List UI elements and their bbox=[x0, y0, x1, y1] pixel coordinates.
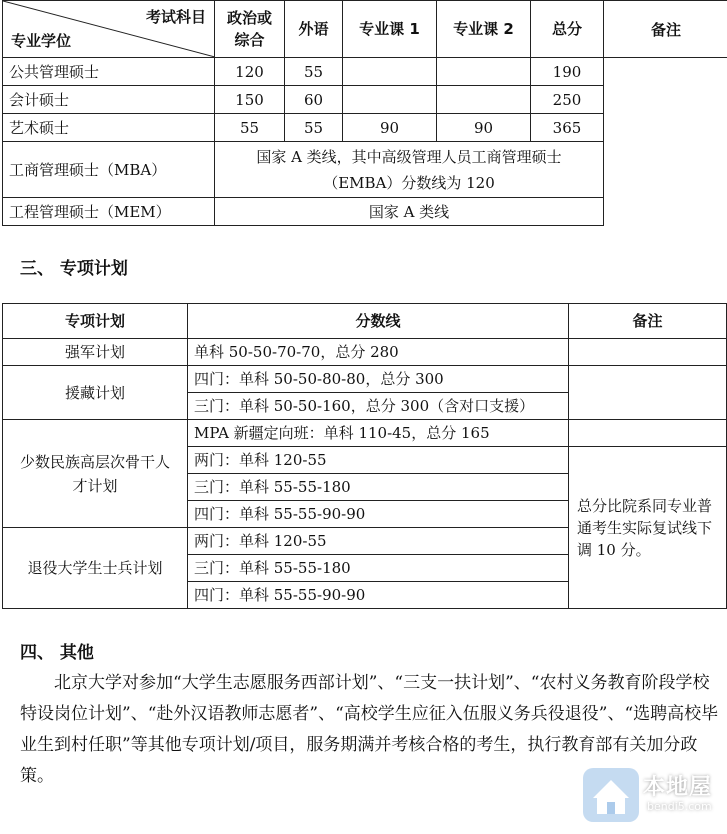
mem-note: 国家 A 类线 bbox=[215, 198, 604, 226]
score-total: 190 bbox=[531, 58, 604, 86]
score-major2: 90 bbox=[437, 114, 531, 142]
score-line: 四门：单科 55-55-90-90 bbox=[188, 501, 569, 528]
plan-name: 援藏计划 bbox=[3, 366, 188, 420]
header-remarks: 备注 bbox=[604, 1, 727, 58]
score-line: 两门：单科 120-55 bbox=[188, 447, 569, 474]
score-line: 三门：单科 55-55-180 bbox=[188, 474, 569, 501]
score-politics: 55 bbox=[215, 114, 285, 142]
header-diagonal-cell bbox=[3, 1, 215, 58]
degree-name: 工商管理硕士（MBA） bbox=[3, 142, 215, 198]
mba-note: 国家 A 类线，其中高级管理人员工商管理硕士（EMBA）分数线为 120 bbox=[215, 142, 604, 198]
table-row bbox=[3, 142, 604, 198]
score-major1: 90 bbox=[343, 114, 437, 142]
score-total: 250 bbox=[531, 86, 604, 114]
section-title-other: 四、 其他 bbox=[20, 643, 94, 663]
table-row bbox=[3, 198, 604, 226]
score-line: 两门：单科 120-55 bbox=[188, 528, 569, 555]
remarks-cell bbox=[569, 339, 727, 366]
score-line: 三门：单科 55-55-180 bbox=[188, 555, 569, 582]
score-major1 bbox=[343, 58, 437, 86]
table-row bbox=[3, 366, 727, 393]
section-title-special-plans: 三、 专项计划 bbox=[20, 259, 128, 279]
table-row bbox=[3, 339, 727, 366]
special-plans-table bbox=[2, 303, 727, 609]
degree-name: 艺术硕士 bbox=[3, 114, 215, 142]
score-line: 单科 50-50-70-70，总分 280 bbox=[188, 339, 569, 366]
score-total: 365 bbox=[531, 114, 604, 142]
header-degree: 专业学位 bbox=[11, 32, 72, 50]
header-remarks: 备注 bbox=[569, 304, 727, 339]
watermark bbox=[581, 764, 721, 826]
table-row bbox=[3, 114, 604, 142]
score-politics: 150 bbox=[215, 86, 285, 114]
score-line: 四门：单科 55-55-90-90 bbox=[188, 582, 569, 609]
watermark-text: 本地屋 bbox=[643, 775, 713, 800]
score-table-professional bbox=[2, 0, 604, 226]
header-total: 总分 bbox=[531, 1, 604, 58]
table-row bbox=[3, 86, 604, 114]
remarks-note: 总分比院系同专业普通考生实际复试线下调 10 分。 bbox=[569, 447, 727, 609]
degree-name: 公共管理硕士 bbox=[3, 58, 215, 86]
plan-name: 强军计划 bbox=[3, 339, 188, 366]
score-line: 四门：单科 50-50-80-80，总分 300 bbox=[188, 366, 569, 393]
table-row bbox=[3, 420, 727, 447]
header-plan: 专项计划 bbox=[3, 304, 188, 339]
plan-name: 少数民族高层次骨干人才计划 bbox=[3, 420, 188, 528]
score-line: MPA 新疆定向班：单科 110-45，总分 165 bbox=[188, 420, 569, 447]
score-politics: 120 bbox=[215, 58, 285, 86]
degree-name: 会计硕士 bbox=[3, 86, 215, 114]
table-row bbox=[3, 58, 604, 86]
remarks-cell bbox=[569, 366, 727, 420]
score-line: 三门：单科 50-50-160，总分 300（含对口支援） bbox=[188, 393, 569, 420]
remarks-cell bbox=[569, 420, 727, 447]
score-language: 60 bbox=[285, 86, 343, 114]
score-major2 bbox=[437, 86, 531, 114]
score-major2 bbox=[437, 58, 531, 86]
score-language: 55 bbox=[285, 58, 343, 86]
header-language: 外语 bbox=[285, 1, 343, 58]
header-exam-subject: 考试科目 bbox=[145, 8, 206, 26]
plan-name: 退役大学生士兵计划 bbox=[3, 528, 188, 609]
degree-name: 工程管理硕士（MEM） bbox=[3, 198, 215, 226]
header-score-line: 分数线 bbox=[188, 304, 569, 339]
score-major1 bbox=[343, 86, 437, 114]
other-policy-paragraph: 北京大学对参加“大学生志愿服务西部计划”、“三支一扶计划”、“农村义务教育阶段学校特设岗位计划”、“赴外汉语教师志愿者”、“高校学生应征入伍服义务兵役退役”、“选聘高校毕业生到村任职”等其他专项计划/项目，服务期满并考核合格的考生，执行教育部有关加分政策。 bbox=[20, 673, 719, 786]
header-major2: 专业课 2 bbox=[437, 1, 531, 58]
header-politics: 政治或 综合 bbox=[215, 1, 285, 58]
header-major1: 专业课 1 bbox=[343, 1, 437, 58]
score-language: 55 bbox=[285, 114, 343, 142]
remarks-column bbox=[603, 0, 727, 224]
watermark-url: bendi5.com bbox=[647, 800, 712, 813]
